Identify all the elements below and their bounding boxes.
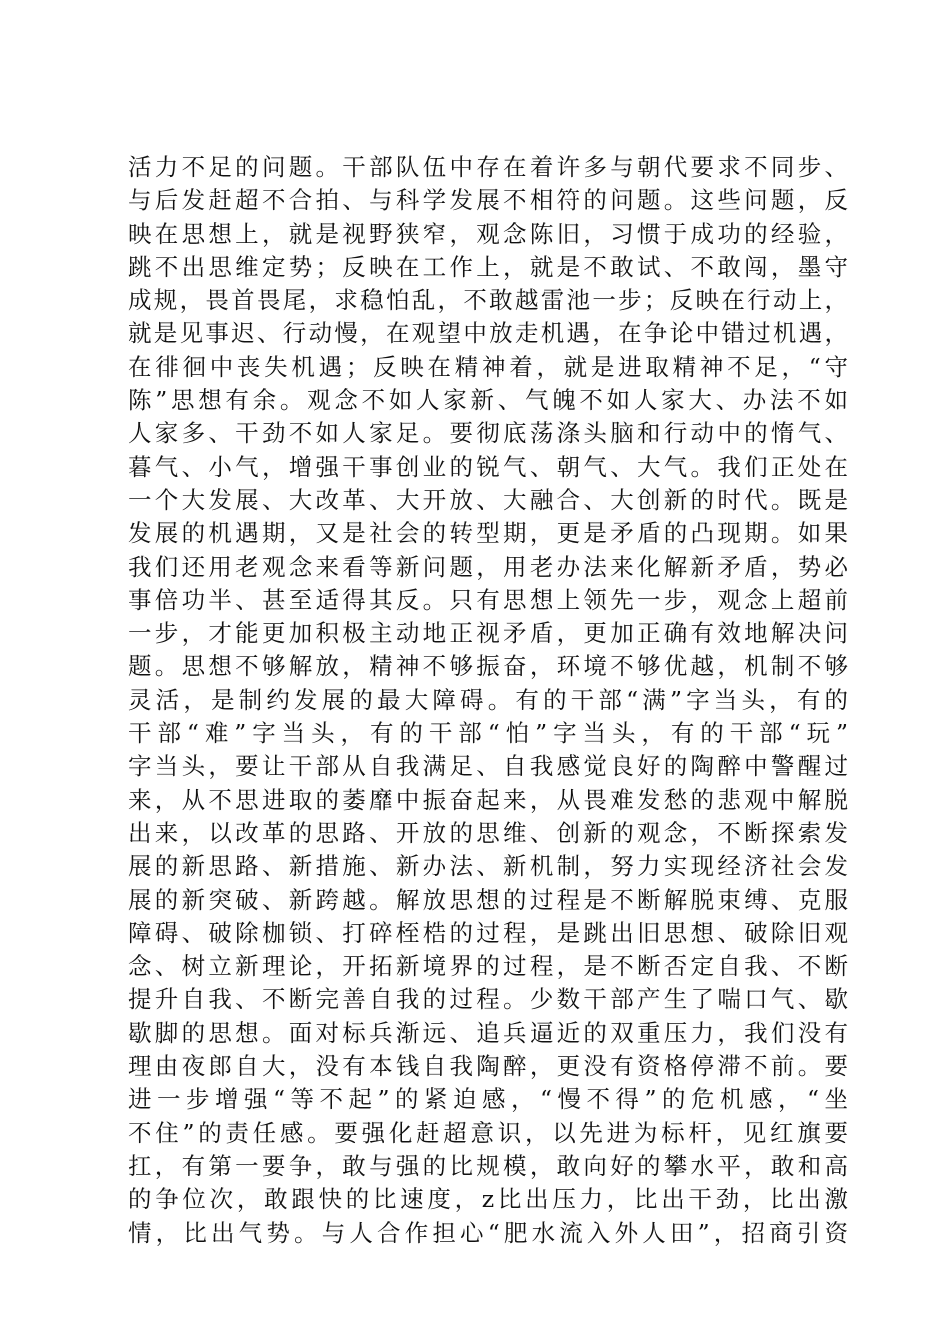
text-line: 扛，有第一要争，敢与强的比规模，敢向好的攀水平，敢和高	[128, 1151, 848, 1180]
text-line: 暮气、小气，增强干事创业的锐气、朝气、大气。我们正处在	[128, 452, 848, 481]
text-line: 在徘徊中丧失机遇；反映在精神着，就是进取精神不足，“守	[128, 352, 848, 381]
text-line: 歇脚的思想。面对标兵渐远、追兵逼近的双重压力，我们没有	[128, 1018, 848, 1047]
text-line: 事倍功半、甚至适得其反。只有思想上领先一步，观念上超前	[128, 585, 848, 614]
text-line: 出来，以改革的思路、开放的思维、创新的观念，不断探索发	[128, 818, 848, 847]
text-line: 干部“难”字当头，有的干部“怕”字当头，有的干部“玩”	[128, 719, 848, 748]
text-line: 题。思想不够解放，精神不够振奋，环境不够优越，机制不够	[128, 652, 848, 681]
text-line: 灵活，是制约发展的最大障碍。有的干部“满”字当头，有的	[128, 685, 848, 714]
text-line: 念、树立新理论，开拓新境界的过程，是不断否定自我、不断	[128, 952, 848, 981]
text-line: 成规，畏首畏尾，求稳怕乱，不敢越雷池一步；反映在行动上，	[128, 286, 848, 315]
text-line: 提升自我、不断完善自我的过程。少数干部产生了喘口气、歇	[128, 985, 848, 1014]
text-line: 不住”的责任感。要强化赶超意识，以先进为标杆，见红旗要	[128, 1118, 848, 1147]
text-line: 我们还用老观念来看等新问题，用老办法来化解新矛盾，势必	[128, 552, 848, 581]
text-line: 一个大发展、大改革、大开放、大融合、大创新的时代。既是	[128, 485, 848, 514]
text-line: 的争位次，敢跟快的比速度，z比出压力，比出干劲，比出激	[128, 1185, 848, 1214]
text-line: 理由夜郎自大，没有本钱自我陶醉，更没有资格停滞不前。要	[128, 1052, 848, 1081]
text-line: 活力不足的问题。干部队伍中存在着许多与朝代要求不同步、	[128, 153, 848, 181]
text-line: 映在思想上，就是视野狭窄，观念陈旧，习惯于成功的经验，	[128, 219, 848, 248]
text-line: 陈”思想有余。观念不如人家新、气魄不如人家大、办法不如	[128, 386, 848, 415]
text-line: 人家多、干劲不如人家足。要彻底荡涤头脑和行动中的惰气、	[128, 419, 848, 448]
text-line: 展的新突破、新跨越。解放思想的过程是不断解脱束缚、克服	[128, 885, 848, 914]
text-line: 一步，才能更加积极主动地正视矛盾，更加正确有效地解决问	[128, 619, 848, 648]
text-line: 与后发赶超不合拍、与科学发展不相符的问题。这些问题，反	[128, 186, 848, 215]
text-line: 展的新思路、新措施、新办法、新机制，努力实现经济社会发	[128, 852, 848, 881]
text-line: 发展的机遇期，又是社会的转型期，更是矛盾的凸现期。如果	[128, 519, 848, 548]
text-line: 情，比出气势。与人合作担心“肥水流入外人田”，招商引资	[128, 1218, 848, 1247]
body-text	[128, 151, 848, 1250]
text-line: 跳不出思维定势；反映在工作上，就是不敢试、不敢闯，墨守	[128, 252, 848, 281]
text-line: 字当头，要让干部从自我满足、自我感觉良好的陶醉中警醒过	[128, 752, 848, 781]
text-line: 来，从不思进取的萎靡中振奋起来，从畏难发愁的悲观中解脱	[128, 785, 848, 814]
text-line: 进一步增强“等不起”的紧迫感，“慢不得”的危机感，“坐	[128, 1085, 848, 1114]
text-line: 障碍、破除枷锁、打碎桎梏的过程，是跳出旧思想、破除旧观	[128, 918, 848, 947]
text-line: 就是见事迟、行动慢，在观望中放走机遇，在争论中错过机遇，	[128, 319, 848, 348]
